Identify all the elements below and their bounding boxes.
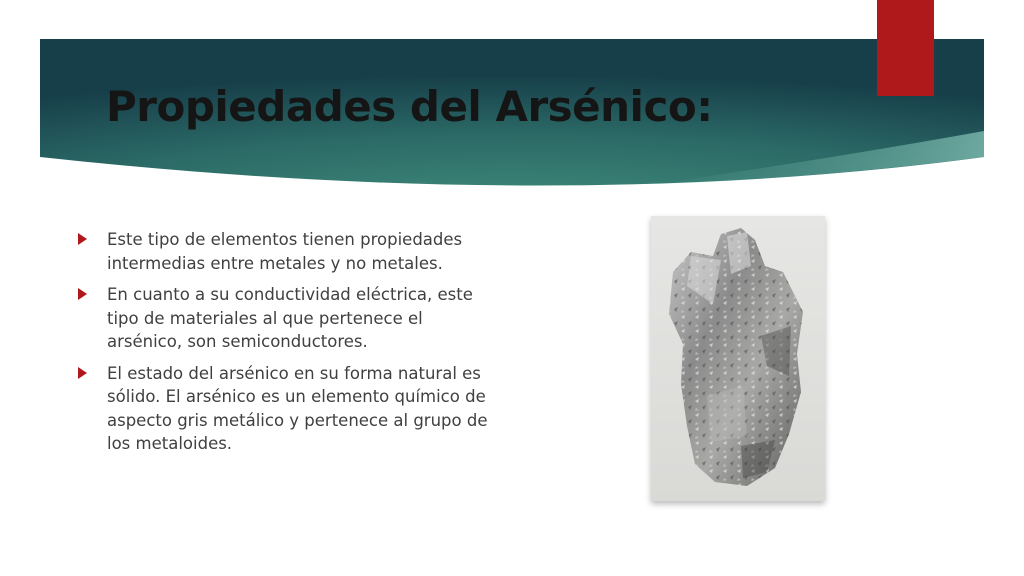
triangle-right-icon: [78, 367, 87, 379]
triangle-right-icon: [78, 233, 87, 245]
bullet-item: [78, 362, 498, 456]
accent-tab: [877, 0, 934, 96]
bullet-item: [78, 283, 498, 354]
bullet-list: [78, 228, 498, 464]
bullet-text: En cuanto a su conductividad eléctrica, este tipo de materiales al que pertenece el arsénico, son semiconductores.: [107, 285, 473, 351]
arsenic-sample-photo: [651, 216, 825, 501]
bullet-item: [78, 228, 498, 275]
bullet-text: Este tipo de elementos tienen propiedades intermedias entre metales y no metales.: [107, 230, 463, 273]
bullet-text: El estado del arsénico en su forma natural es sólido. El arsénico es un elemento químico de aspecto gris metálico y pertenece al grupo de los metaloides.: [107, 363, 488, 453]
slide-title: Propiedades del Arsénico:: [106, 82, 713, 131]
triangle-right-icon: [78, 288, 87, 300]
